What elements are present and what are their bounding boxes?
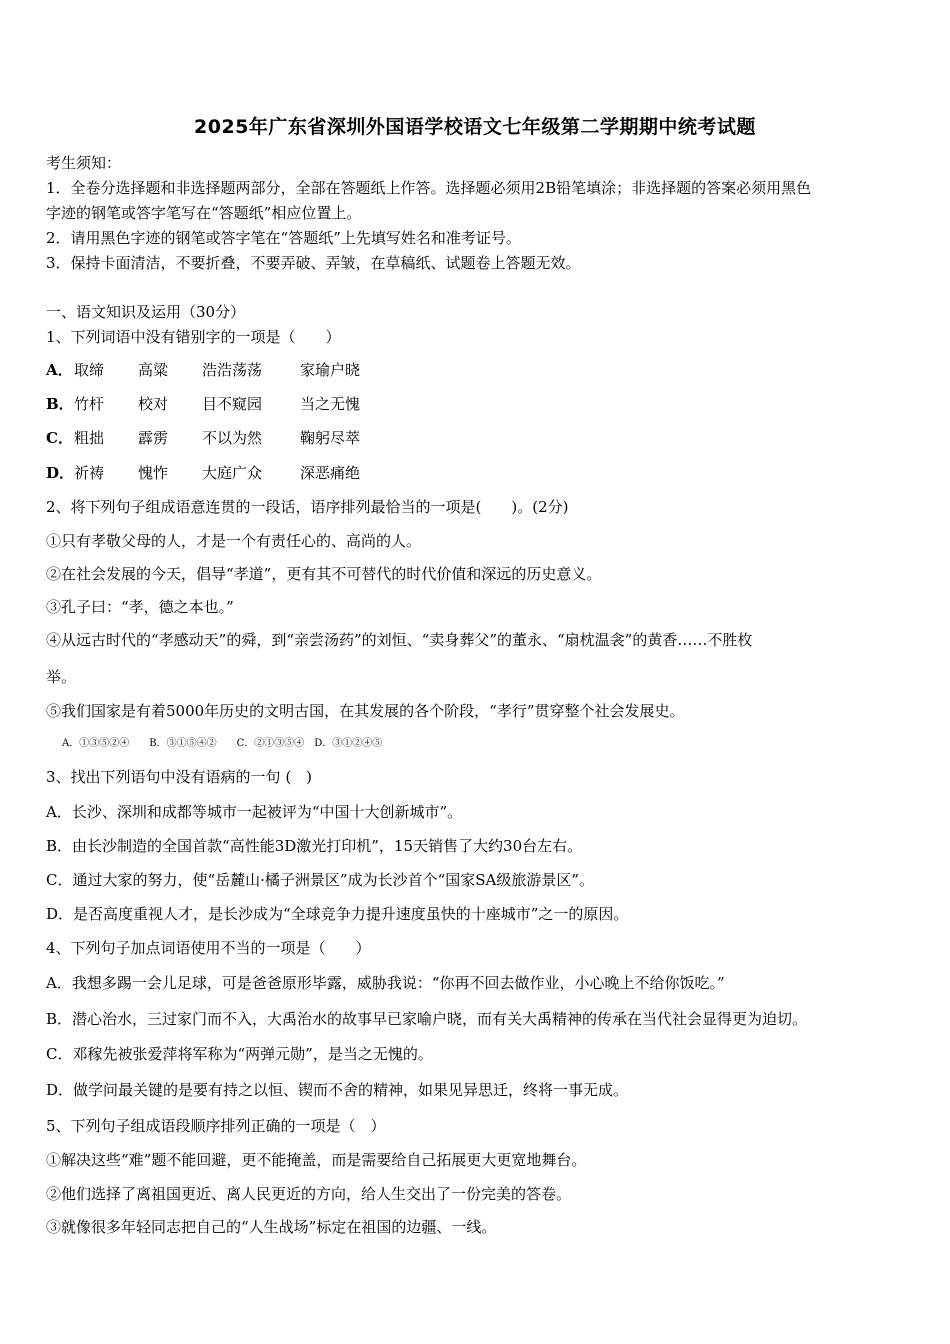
q3-option-d: D．是否高度重视人才，是长沙成为“全球竞争力提升速度虽快的十座城市”之一的原因。 xyxy=(46,905,629,923)
q4-stem: 4、下列句子加点词语使用不当的一项是（ ） xyxy=(46,939,371,957)
q4-option-c: C．邓稼先被张爱萍将军称为“两弹元勋”，是当之无愧的。 xyxy=(46,1045,433,1063)
notice-item-1b: 字迹的钢笔或答字笔写在“答题纸”相应位置上。 xyxy=(46,204,362,222)
q1-option-a: A．取缔 高粱 浩浩荡荡 家瑜户晓 xyxy=(46,361,361,379)
q1-option-d: D．祈祷 愧怍 大庭广众 深恶痛绝 xyxy=(46,464,361,482)
q3-option-c: C．通过大家的努力，使“岳麓山·橘子洲景区”成为长沙首个“国家SA级旅游景区”。 xyxy=(46,871,595,889)
q5-stem: 5、下列句子组成语段顺序排列正确的一项是（ ） xyxy=(46,1117,386,1135)
q5-sentence-2: ②他们选择了离祖国更近、离人民更近的方向，给人生交出了一份完美的答卷。 xyxy=(46,1185,572,1203)
q4-option-a: A．我想多踢一会儿足球，可是爸爸原形毕露，威胁我说：“你再不回去做作业，小心晚上不给你饭吃。” xyxy=(46,974,725,992)
q1-stem: 1、下列词语中没有错别字的一项是（ ） xyxy=(46,328,341,346)
q2-sentence-4a: ④从远古时代的“孝感动天”的舜，到“亲尝汤药”的刘恒、“卖身葬父”的董永、“扇枕温衾”的黄香……不胜枚 xyxy=(46,631,753,649)
q1-option-c: C．粗拙 霹雳 不以为然 鞠躬尽萃 xyxy=(46,429,361,447)
q5-sentence-3: ③就像很多年轻同志把自己的“人生战场”标定在祖国的边疆、一线。 xyxy=(46,1218,497,1236)
q3-option-a: A．长沙、深圳和成都等城市一起被评为“中国十大创新城市”。 xyxy=(46,803,463,821)
q3-stem: 3、找出下列语句中没有语病的一句 ( ) xyxy=(46,768,313,786)
q5-sentence-1: ①解决这些“难”题不能回避，更不能掩盖，而是需要给自己拓展更大更宽地舞台。 xyxy=(46,1151,587,1169)
q2-sentence-2: ②在社会发展的今天，倡导“孝道”，更有其不可替代的时代价值和深远的历史意义。 xyxy=(46,565,602,583)
notice-item-2: 2．请用黑色字迹的钢笔或答字笔在“答题纸”上先填写姓名和准考证号。 xyxy=(46,229,521,247)
q4-option-d: D．做学问最关键的是要有持之以恒、锲而不舍的精神，如果见异思迁，终将一事无成。 xyxy=(46,1081,629,1099)
q2-sentence-1: ①只有孝敬父母的人，才是一个有责任心的、高尚的人。 xyxy=(46,532,422,550)
q2-options: A．①③⑤②④ B．③①⑤④② C．②①③⑤④ D．③①②④⑤ xyxy=(62,738,383,749)
q2-stem: 2、将下列句子组成语意连贯的一段话，语序排列最恰当的一项是( )。(2分) xyxy=(46,498,569,516)
q2-sentence-4b: 举。 xyxy=(46,668,77,686)
section-heading: 一、语文知识及运用（30分） xyxy=(46,303,246,321)
notice-item-1a: 1．全卷分选择题和非选择题两部分，全部在答题纸上作答。选择题必须用2B铅笔填涂；非选择题的答案必须用黑色 xyxy=(46,179,812,197)
q4-option-b: B．潜心治水，三过家门而不入，大禹治水的故事早已家喻户晓，而有关大禹精神的传承在当代社会显得更为迫切。 xyxy=(46,1010,808,1028)
q2-sentence-5: ⑤我们国家是有着5000年历史的文明古国，在其发展的各个阶段，“孝行”贯穿整个社会发展史。 xyxy=(46,702,685,720)
q2-sentence-3: ③孔子曰：“孝，德之本也。” xyxy=(46,598,234,616)
q1-option-b: B．竹杆 校对 目不窥园 当之无愧 xyxy=(46,395,361,413)
page-title: 2025年广东省深圳外国语学校语文七年级第二学期期中统考试题 xyxy=(194,116,756,138)
notice-heading: 考生须知： xyxy=(46,154,122,172)
q3-option-b: B．由长沙制造的全国首款“高性能3D激光打印机”，15天销售了大约30台左右。 xyxy=(46,837,583,855)
notice-item-3: 3．保持卡面清洁，不要折叠，不要弄破、弄皱，在草稿纸、试题卷上答题无效。 xyxy=(46,254,581,272)
